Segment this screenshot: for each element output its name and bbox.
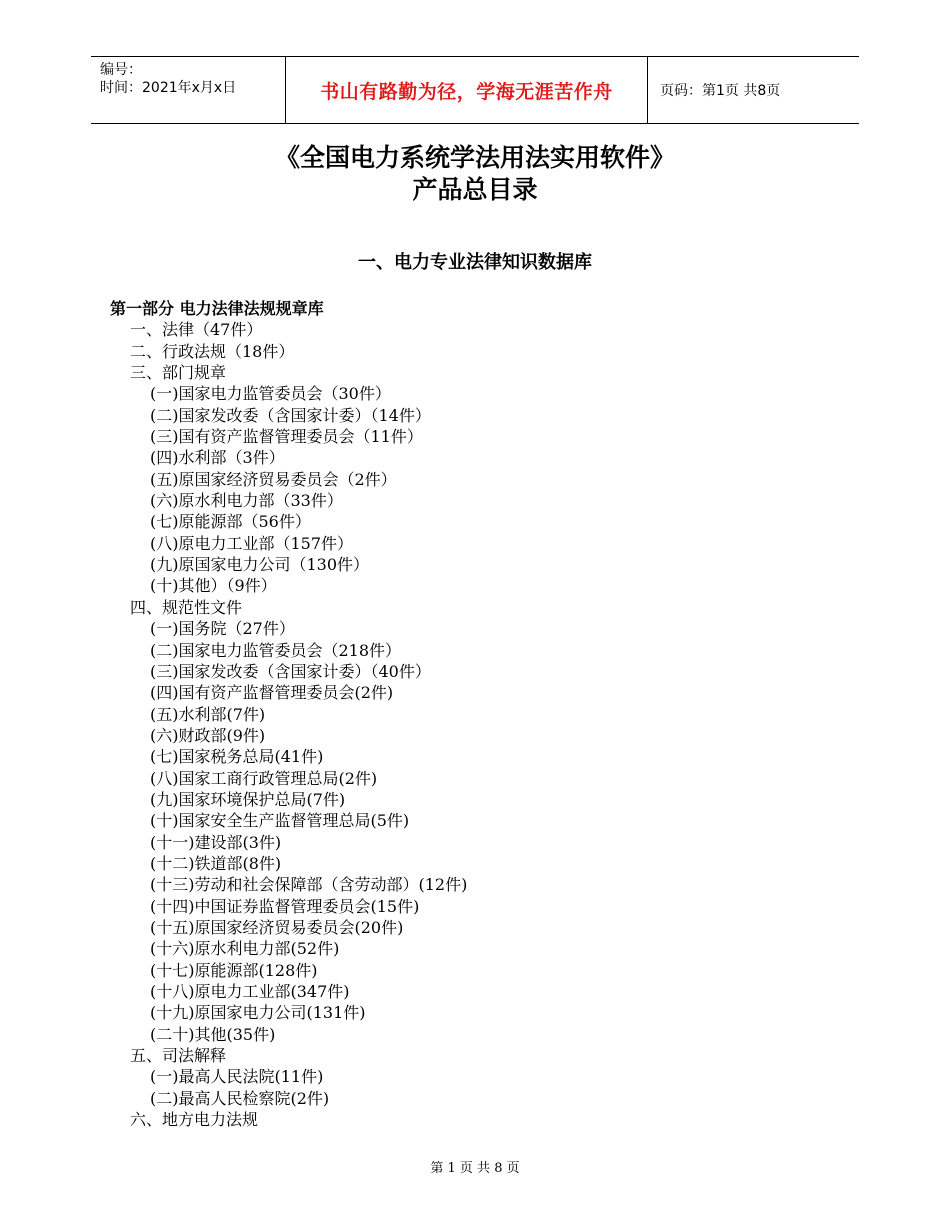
section-heading-text: 一、电力专业法律知识数据库 — [358, 252, 592, 273]
page-footer — [0, 1157, 950, 1176]
toc-entry: (十)国家安全生产监督管理总局(5件) — [150, 811, 410, 831]
toc-entry: (六)原水利电力部（33件） — [150, 491, 343, 511]
header-page-info-cell — [648, 57, 859, 123]
toc-entry: (十三)劳动和社会保障部（含劳动部）(12件) — [150, 875, 468, 895]
toc-entry: (十五)原国家经济贸易委员会(20件) — [150, 917, 404, 937]
section-heading — [0, 248, 950, 274]
toc-entry: (二)国家发改委（含国家计委）（14件） — [150, 405, 431, 425]
footer-page-number: 第 1 页 共 8 页 — [430, 1161, 520, 1176]
toc-entry: (五)原国家经济贸易委员会（2件） — [150, 469, 397, 489]
toc-entry: (一)国务院（27件） — [150, 619, 295, 639]
toc-entry: 二、行政法规（18件） — [130, 341, 295, 361]
toc-entry: 一、法律（47件） — [130, 320, 263, 340]
toc-entry: (六)财政部(9件) — [150, 725, 266, 745]
toc-entry: (四)水利部（3件） — [150, 448, 285, 468]
toc-entry: (十八)原电力工业部(347件) — [150, 982, 350, 1001]
toc-part-heading: 第一部分 电力法律法规规章库 — [110, 299, 324, 318]
toc-entry: (八)原电力工业部（157件） — [150, 533, 354, 553]
header-page-info: 页码：第1页 共8页 — [660, 83, 781, 99]
document-title-line1: 《全国电力系统学法用法实用软件》 — [274, 143, 675, 172]
toc-entry: (九)国家环境保护总局(7件) — [150, 789, 346, 809]
toc-entry: (五)水利部(7件) — [150, 704, 266, 724]
header-motto-cell — [286, 57, 648, 123]
toc-entry: (十二)铁道部(8件) — [150, 853, 282, 873]
toc-entry: (十九)原国家电力公司(131件) — [150, 1003, 366, 1023]
toc-entry: 三、部门规章 — [130, 363, 227, 383]
toc-entry: 五、司法解释 — [130, 1046, 227, 1066]
toc-entry: (三)国家发改委（含国家计委）（40件） — [150, 661, 431, 681]
toc-entry: 四、规范性文件 — [130, 597, 243, 617]
document-number-label: 编号： — [100, 62, 142, 78]
toc-entry: (十六)原水利电力部(52件) — [150, 939, 340, 959]
document-title — [0, 142, 950, 206]
toc-entry: (十七)原能源部(128件) — [150, 960, 318, 980]
page-header — [91, 56, 859, 124]
document-date-label: 时间：2021年x月x日 — [100, 80, 237, 96]
toc-entry: (七)原能源部（56件） — [150, 512, 311, 532]
toc-entry: (二十)其他(35件) — [150, 1024, 276, 1044]
toc-entry: (十一)建设部(3件) — [150, 832, 282, 852]
toc-entry: (九)原国家电力公司（130件） — [150, 555, 370, 575]
toc-entry: (二)国家电力监管委员会（218件） — [150, 640, 402, 660]
toc-entry: (三)国有资产监督管理委员会（11件） — [150, 427, 423, 447]
toc-entry: 六、地方电力法规 — [130, 1110, 259, 1130]
toc-entry: (一)国家电力监管委员会（30件） — [150, 384, 391, 404]
toc-entry: (四)国有资产监督管理委员会(2件) — [150, 683, 394, 703]
toc-entry: (十)其他）（9件） — [150, 576, 277, 596]
table-of-contents — [110, 298, 850, 1130]
header-motto: 书山有路勤为径，学海无涯苦作舟 — [320, 80, 613, 103]
toc-entry: (八)国家工商行政管理总局(2件) — [150, 768, 378, 788]
toc-entry: (二)最高人民检察院(2件) — [150, 1088, 330, 1108]
document-title-line2: 产品总目录 — [412, 175, 538, 204]
toc-entry: (七)国家税务总局(41件) — [150, 747, 324, 767]
toc-entry: (十四)中国证券监督管理委员会(15件) — [150, 896, 420, 916]
header-meta — [91, 57, 286, 123]
toc-entry: (一)最高人民法院(11件) — [150, 1067, 324, 1087]
